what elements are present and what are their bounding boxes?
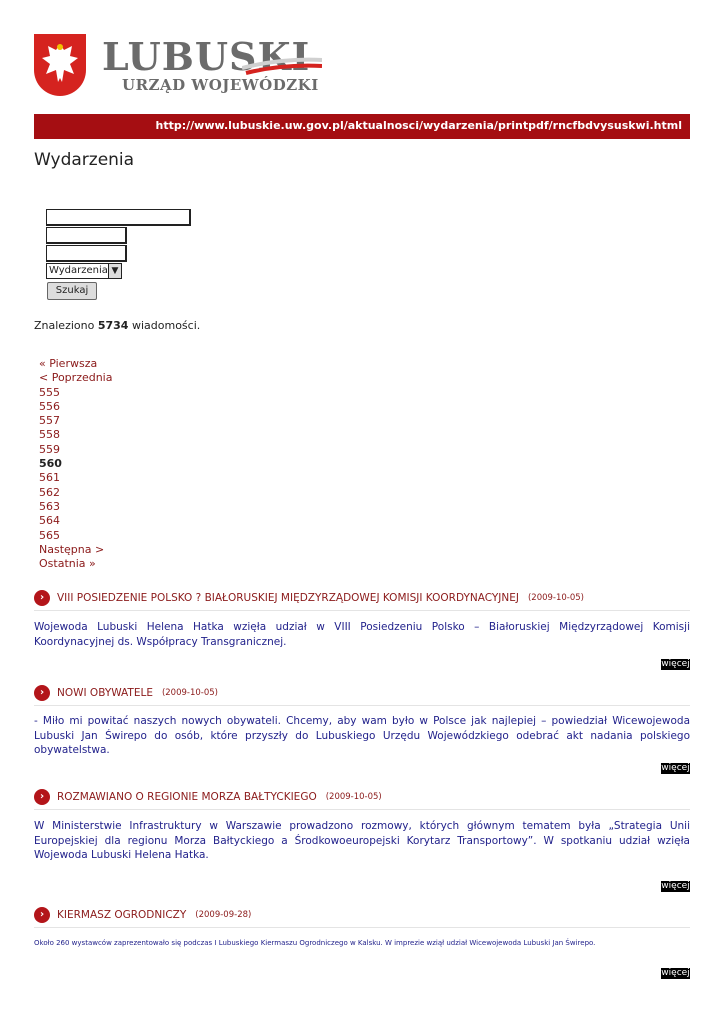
news-summary: - Miło mi powitać naszych nowych obywateli. Chcemy, aby wam było w Polsce jak najlepiej – powiedział Wicewojewoda Lubuski Jan Świrepo do osób, które przyszły do Lubuskiego Urzędu Wojewódzkiego odebrać akt nadania polskiego obywatelstwa.	[34, 715, 690, 756]
news-summary: Około 260 wystawców zaprezentowało się podczas I Lubuskiego Kiermaszu Ogrodniczego w Kalsku. W imprezie wziął udział Wicewojewoda Lubuski Jan Świrepo.	[34, 939, 596, 947]
date-from-input[interactable]	[46, 227, 127, 244]
pager-first-link[interactable]: « Pierwsza	[39, 357, 98, 370]
pager-current-page: 560	[39, 457, 62, 471]
pager-page-link[interactable]: 559	[39, 442, 60, 456]
page-title: Wydarzenia	[34, 150, 135, 170]
more-link[interactable]: więcej	[661, 659, 690, 669]
more-link[interactable]: więcej	[661, 763, 690, 773]
pager-page-link[interactable]: 563	[39, 499, 60, 513]
site-header	[34, 32, 334, 100]
category-select[interactable]	[46, 263, 122, 279]
pager-last-link[interactable]: Ostatnia »	[39, 557, 96, 571]
news-title-link[interactable]: NOWI OBYWATELE	[57, 687, 153, 699]
url-bar	[34, 114, 690, 139]
pager-page-link[interactable]: 564	[39, 514, 60, 528]
pager-page-link[interactable]: 561	[39, 471, 60, 485]
results-number: 5734	[97, 319, 129, 332]
news-date: (2009-09-28)	[195, 910, 252, 920]
category-select-value: Wydarzenia	[49, 265, 108, 276]
news-item-title[interactable]	[34, 789, 382, 805]
news-date: (2009-10-05)	[161, 688, 218, 698]
search-button[interactable]: Szukaj	[47, 282, 97, 300]
page-url-link[interactable]: http://www.lubuskie.uw.gov.pl/aktualnosci/wydarzenia/printpdf/rncfbdvysuskwi.html	[155, 119, 682, 132]
pager-page-link[interactable]: 555	[39, 385, 60, 399]
chevron-right-icon: ›	[34, 789, 50, 805]
news-item-title[interactable]	[34, 907, 251, 923]
search-text-input[interactable]	[46, 209, 191, 226]
dropdown-arrow-icon[interactable]: ▼	[108, 263, 122, 279]
news-title-link[interactable]: KIERMASZ OGRODNICZY	[57, 909, 187, 921]
divider	[34, 705, 690, 706]
chevron-right-icon: ›	[34, 685, 50, 701]
pager-prev-link[interactable]: < Poprzednia	[39, 371, 113, 385]
pager-page-link[interactable]: 565	[39, 528, 60, 542]
flag-swoosh-icon	[242, 56, 322, 76]
divider	[34, 809, 690, 810]
pager-page-link[interactable]: 556	[39, 399, 60, 413]
more-link[interactable]: więcej	[661, 881, 690, 891]
divider	[34, 610, 690, 611]
chevron-right-icon: ›	[34, 907, 50, 923]
news-item-title[interactable]	[34, 590, 584, 606]
news-title-link[interactable]: VIII POSIEDZENIE POLSKO ? BIAŁORUSKIEJ MIĘDZYRZĄDOWEJ KOMISJI KOORDYNACYJNEJ	[57, 592, 519, 604]
chevron-right-icon: ›	[34, 590, 50, 606]
pager-page-link[interactable]: 558	[39, 428, 60, 442]
news-item-title[interactable]	[34, 685, 218, 701]
divider	[34, 927, 690, 928]
news-date: (2009-10-05)	[527, 593, 584, 603]
brand-title: LUBUSKI	[102, 34, 311, 79]
news-date: (2009-10-05)	[325, 792, 382, 802]
date-to-input[interactable]	[46, 245, 127, 262]
news-summary: Wojewoda Lubuski Helena Hatka wzięła udział w VIII Posiedzeniu Polsko – Białoruskiej Międzyrządowej Komisji Koordynacyjnej ds. Współpracy Transgranicznej.	[34, 621, 690, 648]
news-title-link[interactable]: ROZMAWIANO O REGIONIE MORZA BAŁTYCKIEGO	[57, 791, 317, 803]
news-summary: W Ministerstwie Infrastruktury w Warszawie prowadzono rozmowy, których głównym tematem była „Strategia Unii Europejskiej dla regionu Morza Bałtyckiego a Środkowoeuropejski Korytarz Transportowy”. W spotkaniu udział wzięła Wojewoda Lubuski Helena Hatka.	[34, 820, 690, 861]
eagle-emblem-icon	[34, 34, 86, 96]
pager-next-link[interactable]: Następna >	[39, 542, 105, 556]
results-count: Znaleziono 5734 wiadomości.	[34, 319, 201, 332]
pagination	[39, 357, 112, 571]
pager-page-link[interactable]: 562	[39, 485, 60, 499]
brand-subtitle: URZĄD WOJEWÓDZKI	[122, 76, 319, 94]
pager-page-link[interactable]: 557	[39, 414, 60, 428]
more-link[interactable]: więcej	[661, 968, 690, 978]
